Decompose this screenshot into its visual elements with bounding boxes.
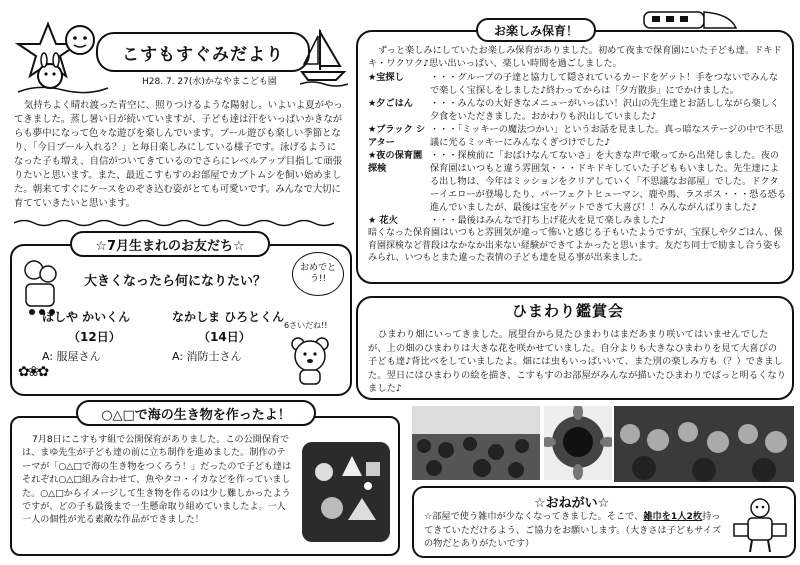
- sea-creatures-heading: ○△□で海の生き物を作ったよ！: [76, 400, 316, 426]
- train-illustration: [640, 6, 740, 34]
- child-name: ほしや かいくん: [42, 310, 131, 324]
- artwork-photo: [302, 442, 390, 542]
- birthday-illustration: [20, 256, 60, 316]
- birthday-heading: ☆7月生まれのお友だち☆: [70, 231, 270, 257]
- fun-care-item: ★ブラック シアター ・・・「ミッキーの魔法つかい」というお話を見ました。真っ暗なステージの中で不思議に光るミッキーにみんなくぎづけでした♪: [368, 124, 784, 148]
- child-age: （14日）: [198, 330, 251, 344]
- child-1: [42, 308, 162, 364]
- child-2: [172, 308, 302, 364]
- fun-care-heading: お楽しみ保育！: [476, 18, 596, 42]
- sea-creatures-text: 7月8日にこすもす組で公開保育がありました。この公開保育では、まゆ先生が子ども達の前に立ち制作を進めました。制作のテーマが「○△□で海の生き物をつくろう！」だったので子ども達はそれぞれ○△□組み合わせて、魚やタコ・イカなどを作っていました。○△□からイメージして生き物を作るのは少し難しかったようですが、どの子も最後まで一生懸命取り組めていましたよ。一人一人の個性が光る素敵な作品ができました！: [22, 435, 292, 526]
- sunflower-heading: ひまわり鑑賞会: [512, 302, 625, 320]
- intro-text: 気持ちよく晴れ渡った青空に、照りつけるような陽射し。いよいよ夏がやってきました。蒸し暑い日が続いていますが、子ども達は汗をいっぱいかきながらも夢中になって色々な遊びを楽しんでいます。プール遊びも楽しい季節となり、「今日プール入れる？」と毎日楽しみにしている様子です。泳げるようになった子も増え、自信がついてきているのでさらにレベルアップ目指して頑張りたいと思います。また、最近こすもすのお部屋でカブトムシを飼い始めました。朝来てすぐにケースをのぞき込む姿がとても可愛いです。みんなで大切に育てていきたいと思います。: [14, 100, 343, 209]
- sunflower-text: ひまわり畑にいってきました。展望台から見たひまわりはまだあまり咲いてはいませんでしたが、上の畑のひまわりは大きな花を咲かせていました。自分よりも大きなひまわりを見て大喜びの子ども達♪背比べをしていましたよ。畑には虫もいっぱいいて、また別の楽しみ方も（？）できました。翌日にはひまわりの絵を描き、こすもすのお部屋がみんなが描いたひまわりでぱっと明るくなりました♪: [368, 329, 786, 395]
- request-text: ☆部屋で使う雑巾が少なくなってきました。そこで、雑巾を1人2枚持ってきていただけるよう、ご協力をお願いします。（大きさは子どもサイズの物だとありがたいです）: [424, 511, 722, 549]
- fun-care-content: [368, 44, 786, 265]
- birthday-speech-bubble: [292, 252, 344, 296]
- request-emphasis: 雑巾を1人2枚: [643, 511, 703, 522]
- request-box: [412, 486, 796, 558]
- child-name: なかしま ひろとくん: [172, 310, 285, 324]
- fun-care-item: ★夕ごはん ・・・みんなの大好きなメニューがいっぱい！沢山の先生達とお話ししながら楽しく夕食をいただきました。おかわりも沢山していました♪: [368, 98, 780, 122]
- fun-care-item: ★ 花火 ・・・最後はみんなで打ち上げ花火を見て楽しみました♪: [368, 215, 666, 226]
- divider-left: [14, 213, 344, 223]
- page-title: こすもすぐみだより: [122, 44, 284, 65]
- photo-children: [614, 406, 794, 482]
- bear-illustration: [288, 336, 332, 386]
- sea-creatures-box: [10, 416, 400, 556]
- birthday-side-note: 6さいだね!!: [284, 321, 328, 330]
- child-answer: A: 消防士さん: [172, 350, 242, 363]
- child-age: （12日）: [68, 330, 121, 344]
- photo-sunflower-closeup: [544, 406, 612, 480]
- fun-care-item: ★夜の保育園 探検 ・・・探検前に「おばけなんてないさ」を大きな声で歌ってから出発しました。夜の保育園はいつもと違う雰囲気・・・ドキドキしていた子どももいました。先生達による出し物は、今年はミッションをクリアしていく「不思議なお部屋」でした。ドクターイエローが登場したり、パーフェクトヒューマン、鹿や馬、ラスボス・・・恐る恐る進んでいましたが、最後は宝をゲットできて大喜び！！みんながんばりました♪: [368, 150, 787, 213]
- photo-sunflower-field: [412, 406, 540, 480]
- birthday-box: [10, 244, 352, 396]
- speech-text: おめでとう!!: [299, 263, 336, 284]
- sailboat-illustration: [300, 26, 350, 88]
- child-answer: A: 服屋さん: [42, 350, 101, 363]
- fun-care-box: [356, 30, 794, 284]
- request-heading: ☆おねがい☆: [534, 496, 610, 511]
- fun-care-intro: ずっと楽しみにしていたお楽しみ保育がありました。初めて夜まで保育園にいた子ども達。ドキドキ・ワクワク♪思い出いっぱい、楽しい時間を過ごしました。: [368, 45, 782, 69]
- fun-care-closing: 暗くなった保育園はいつもと雰囲気が違って怖いと感じる子もいたようですが、宝探しや夕ごはん、保育園探検など普段はなかなか出来ない経験ができてよかったと思います。友だち同士で励まし合う姿もみられ、いつもとまた違った表情の子ども達を見る事が出来ました。: [368, 228, 783, 263]
- date-line: H28. 7. 27(水)かなやまこども園: [142, 77, 277, 87]
- title-banner: [96, 32, 310, 72]
- fun-care-item: ★宝探し ・・・グループの子達と協力して隠されているカードをゲット！手をつないでみんなで楽しく宝探しをしました♪終わってからは「夕方散歩」にでかけました。: [368, 72, 779, 96]
- birthday-question: 大きくなったら何になりたい？: [84, 274, 267, 289]
- cloth-illustration: [730, 496, 790, 554]
- flower-decoration: ✿❀✿: [18, 364, 48, 380]
